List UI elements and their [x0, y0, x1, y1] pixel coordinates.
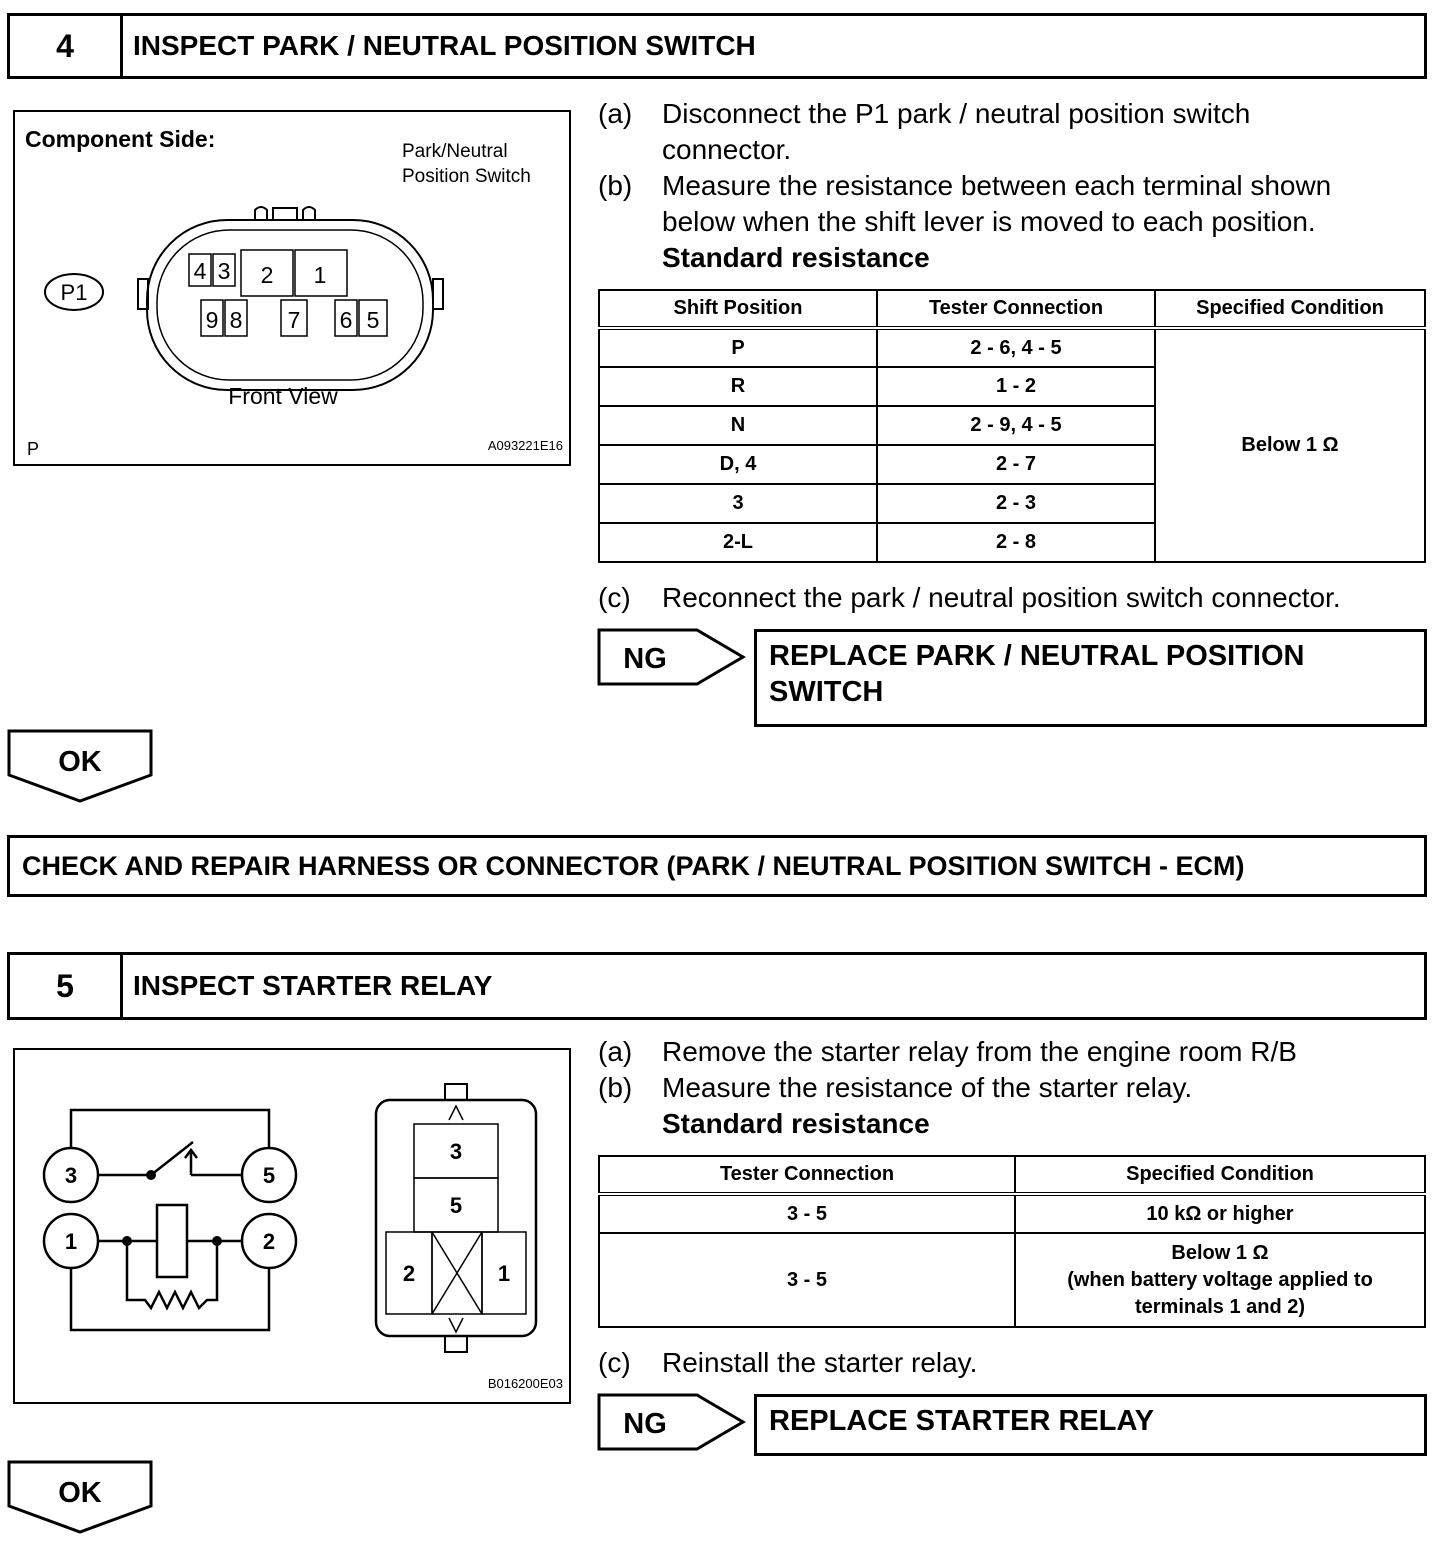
- terminal-label-2: 2: [262, 1229, 276, 1254]
- standard-resistance-heading: Standard resistance: [662, 242, 930, 273]
- step-number: 4: [10, 16, 123, 76]
- standard-resistance-heading: Standard resistance: [662, 1108, 930, 1139]
- pin-label-7: 7: [287, 307, 301, 333]
- instruction-text: Remove the starter relay from the engine room R/B: [662, 1036, 1297, 1067]
- ng-label: NG: [623, 643, 667, 675]
- condition-line3: terminals 1 and 2): [1134, 1295, 1306, 1318]
- col-header-shift-position: Shift Position: [599, 290, 877, 328]
- ng-action-box: [754, 629, 1427, 727]
- step-5-header: [7, 952, 1427, 1020]
- ng-action-text: REPLACE STARTER RELAY: [769, 1405, 1155, 1437]
- instruction-text: Reinstall the starter relay.: [662, 1347, 978, 1378]
- instruction-c: [598, 580, 1428, 616]
- tester-connection-cell: 2 - 7: [877, 445, 1155, 484]
- step-title: INSPECT STARTER RELAY: [133, 970, 493, 1001]
- col-header-specified-condition: Specified Condition: [1015, 1156, 1425, 1194]
- instruction-label: (b): [598, 170, 633, 201]
- shift-position-cell: N: [599, 406, 877, 445]
- connector-latch: [255, 207, 315, 220]
- specified-condition-cell: Below 1 Ω: [1155, 328, 1425, 562]
- instruction-label: (a): [598, 98, 633, 129]
- instruction-text-line1: Measure the resistance between each terminal shown: [662, 170, 1332, 201]
- tester-connection-cell: 3 - 5: [599, 1233, 1015, 1327]
- component-side-label: Component Side:: [25, 126, 216, 152]
- instruction-b: [598, 168, 1428, 240]
- instruction-a: [598, 96, 1428, 168]
- pin-label-1: 1: [313, 262, 327, 288]
- connector-inner-shell: [157, 230, 423, 380]
- pin-label-5: 5: [366, 307, 380, 333]
- connector-diagram: [15, 112, 569, 464]
- instruction-text: Measure the resistance of the starter relay.: [662, 1072, 1193, 1103]
- pin-label-6: 6: [339, 307, 353, 333]
- ok-label: OK: [58, 1477, 102, 1509]
- step-title: INSPECT PARK / NEUTRAL POSITION SWITCH: [133, 30, 756, 61]
- shift-position-cell: 2-L: [599, 523, 877, 562]
- component-name-line2: Position Switch: [402, 166, 531, 187]
- relay-figure: [13, 1048, 571, 1404]
- instruction-label: (b): [598, 1072, 633, 1103]
- component-name-line1: Park/Neutral: [402, 141, 508, 162]
- tester-connection-cell: 2 - 9, 4 - 5: [877, 406, 1155, 445]
- shift-position-cell: P: [599, 328, 877, 367]
- relay-tab-bottom: [445, 1336, 467, 1352]
- tester-connection-cell: 2 - 3: [877, 484, 1155, 523]
- check-repair-bar: CHECK AND REPAIR HARNESS OR CONNECTOR (PARK / NEUTRAL POSITION SWITCH - ECM): [7, 835, 1427, 897]
- tester-connection-cell: 1 - 2: [877, 367, 1155, 406]
- table-row: [599, 328, 1425, 367]
- pin-label-9: 9: [205, 307, 219, 333]
- instruction-label: (a): [598, 1036, 633, 1067]
- specified-condition-cell: 10 kΩ or higher: [1015, 1194, 1425, 1233]
- instruction-label: (c): [598, 582, 631, 613]
- connector-outer-shell: [147, 220, 433, 390]
- relay-cell-label-2: 2: [402, 1261, 416, 1286]
- connector-id: P1: [60, 280, 88, 305]
- ok-arrow: [7, 729, 155, 805]
- instruction-a: [598, 1034, 1428, 1070]
- view-label: Front View: [228, 383, 338, 409]
- specified-condition-cell: [1015, 1233, 1425, 1327]
- col-header-tester-connection: Tester Connection: [599, 1156, 1015, 1194]
- relay-cell-label-3: 3: [449, 1139, 463, 1164]
- shift-position-cell: 3: [599, 484, 877, 523]
- terminal-label-1: 1: [64, 1229, 78, 1254]
- instruction-text-line2: connector.: [662, 134, 792, 165]
- ok-arrow: [7, 1460, 155, 1536]
- relay-tab-top: [445, 1084, 467, 1100]
- shift-position-cell: R: [599, 367, 877, 406]
- relay-resistance-table: [598, 1155, 1426, 1328]
- tester-connection-cell: 2 - 8: [877, 523, 1155, 562]
- ng-action-box: [754, 1394, 1427, 1456]
- col-header-specified-condition: Specified Condition: [1155, 290, 1425, 328]
- ng-action-line1: REPLACE PARK / NEUTRAL POSITION: [769, 640, 1305, 672]
- shift-position-cell: D, 4: [599, 445, 877, 484]
- relay-coil: [157, 1205, 187, 1277]
- figure-code: A093221E16: [487, 438, 563, 453]
- relay-arrow-top: [449, 1106, 463, 1120]
- instruction-text-line2: below when the shift lever is moved to each position.: [662, 206, 1316, 237]
- junction-dot: [212, 1236, 222, 1246]
- switch-pivot: [146, 1170, 156, 1180]
- table-row: [599, 1194, 1425, 1233]
- instruction-c: [598, 1345, 1428, 1381]
- terminal-label-5: 5: [262, 1163, 276, 1188]
- figure-code: B016200E03: [487, 1376, 563, 1391]
- instruction-b: [598, 1070, 1428, 1106]
- relay-arrow-bottom: [449, 1318, 463, 1332]
- terminal-label-3: 3: [64, 1163, 78, 1188]
- relay-cell-label-1: 1: [497, 1261, 511, 1286]
- connector-tab-right: [433, 279, 443, 309]
- ng-arrow: [597, 1393, 747, 1451]
- table-row: [599, 1233, 1425, 1327]
- condition-line1: Below 1 Ω: [1171, 1241, 1269, 1264]
- pin-label-4: 4: [193, 258, 207, 284]
- pin-label-3: 3: [217, 258, 231, 284]
- instruction-text-line1: Disconnect the P1 park / neutral position switch: [662, 98, 1251, 129]
- relay-cross: [432, 1232, 482, 1314]
- resistance-table: [598, 289, 1426, 563]
- ng-action-line2: SWITCH: [769, 676, 884, 708]
- col-header-tester-connection: Tester Connection: [877, 290, 1155, 328]
- pin-label-8: 8: [229, 307, 243, 333]
- instruction-text: Reconnect the park / neutral position switch connector.: [662, 582, 1341, 613]
- step-4-header: [7, 13, 1427, 79]
- pin-label-2: 2: [260, 262, 274, 288]
- step-number: 5: [10, 955, 123, 1017]
- condition-line2: (when battery voltage applied to: [1067, 1268, 1373, 1291]
- relay-cell-label-5: 5: [449, 1193, 463, 1218]
- connector-figure: [13, 110, 571, 466]
- ng-label: NG: [623, 1408, 667, 1440]
- ok-label: OK: [58, 746, 102, 778]
- tester-connection-cell: 3 - 5: [599, 1194, 1015, 1233]
- tester-connection-cell: 2 - 6, 4 - 5: [877, 328, 1155, 367]
- relay-diagram: [15, 1050, 569, 1402]
- instruction-label: (c): [598, 1347, 631, 1378]
- ng-arrow: [597, 628, 747, 686]
- corner-letter: P: [27, 439, 40, 459]
- junction-dot: [122, 1236, 132, 1246]
- relay-body: [376, 1100, 536, 1336]
